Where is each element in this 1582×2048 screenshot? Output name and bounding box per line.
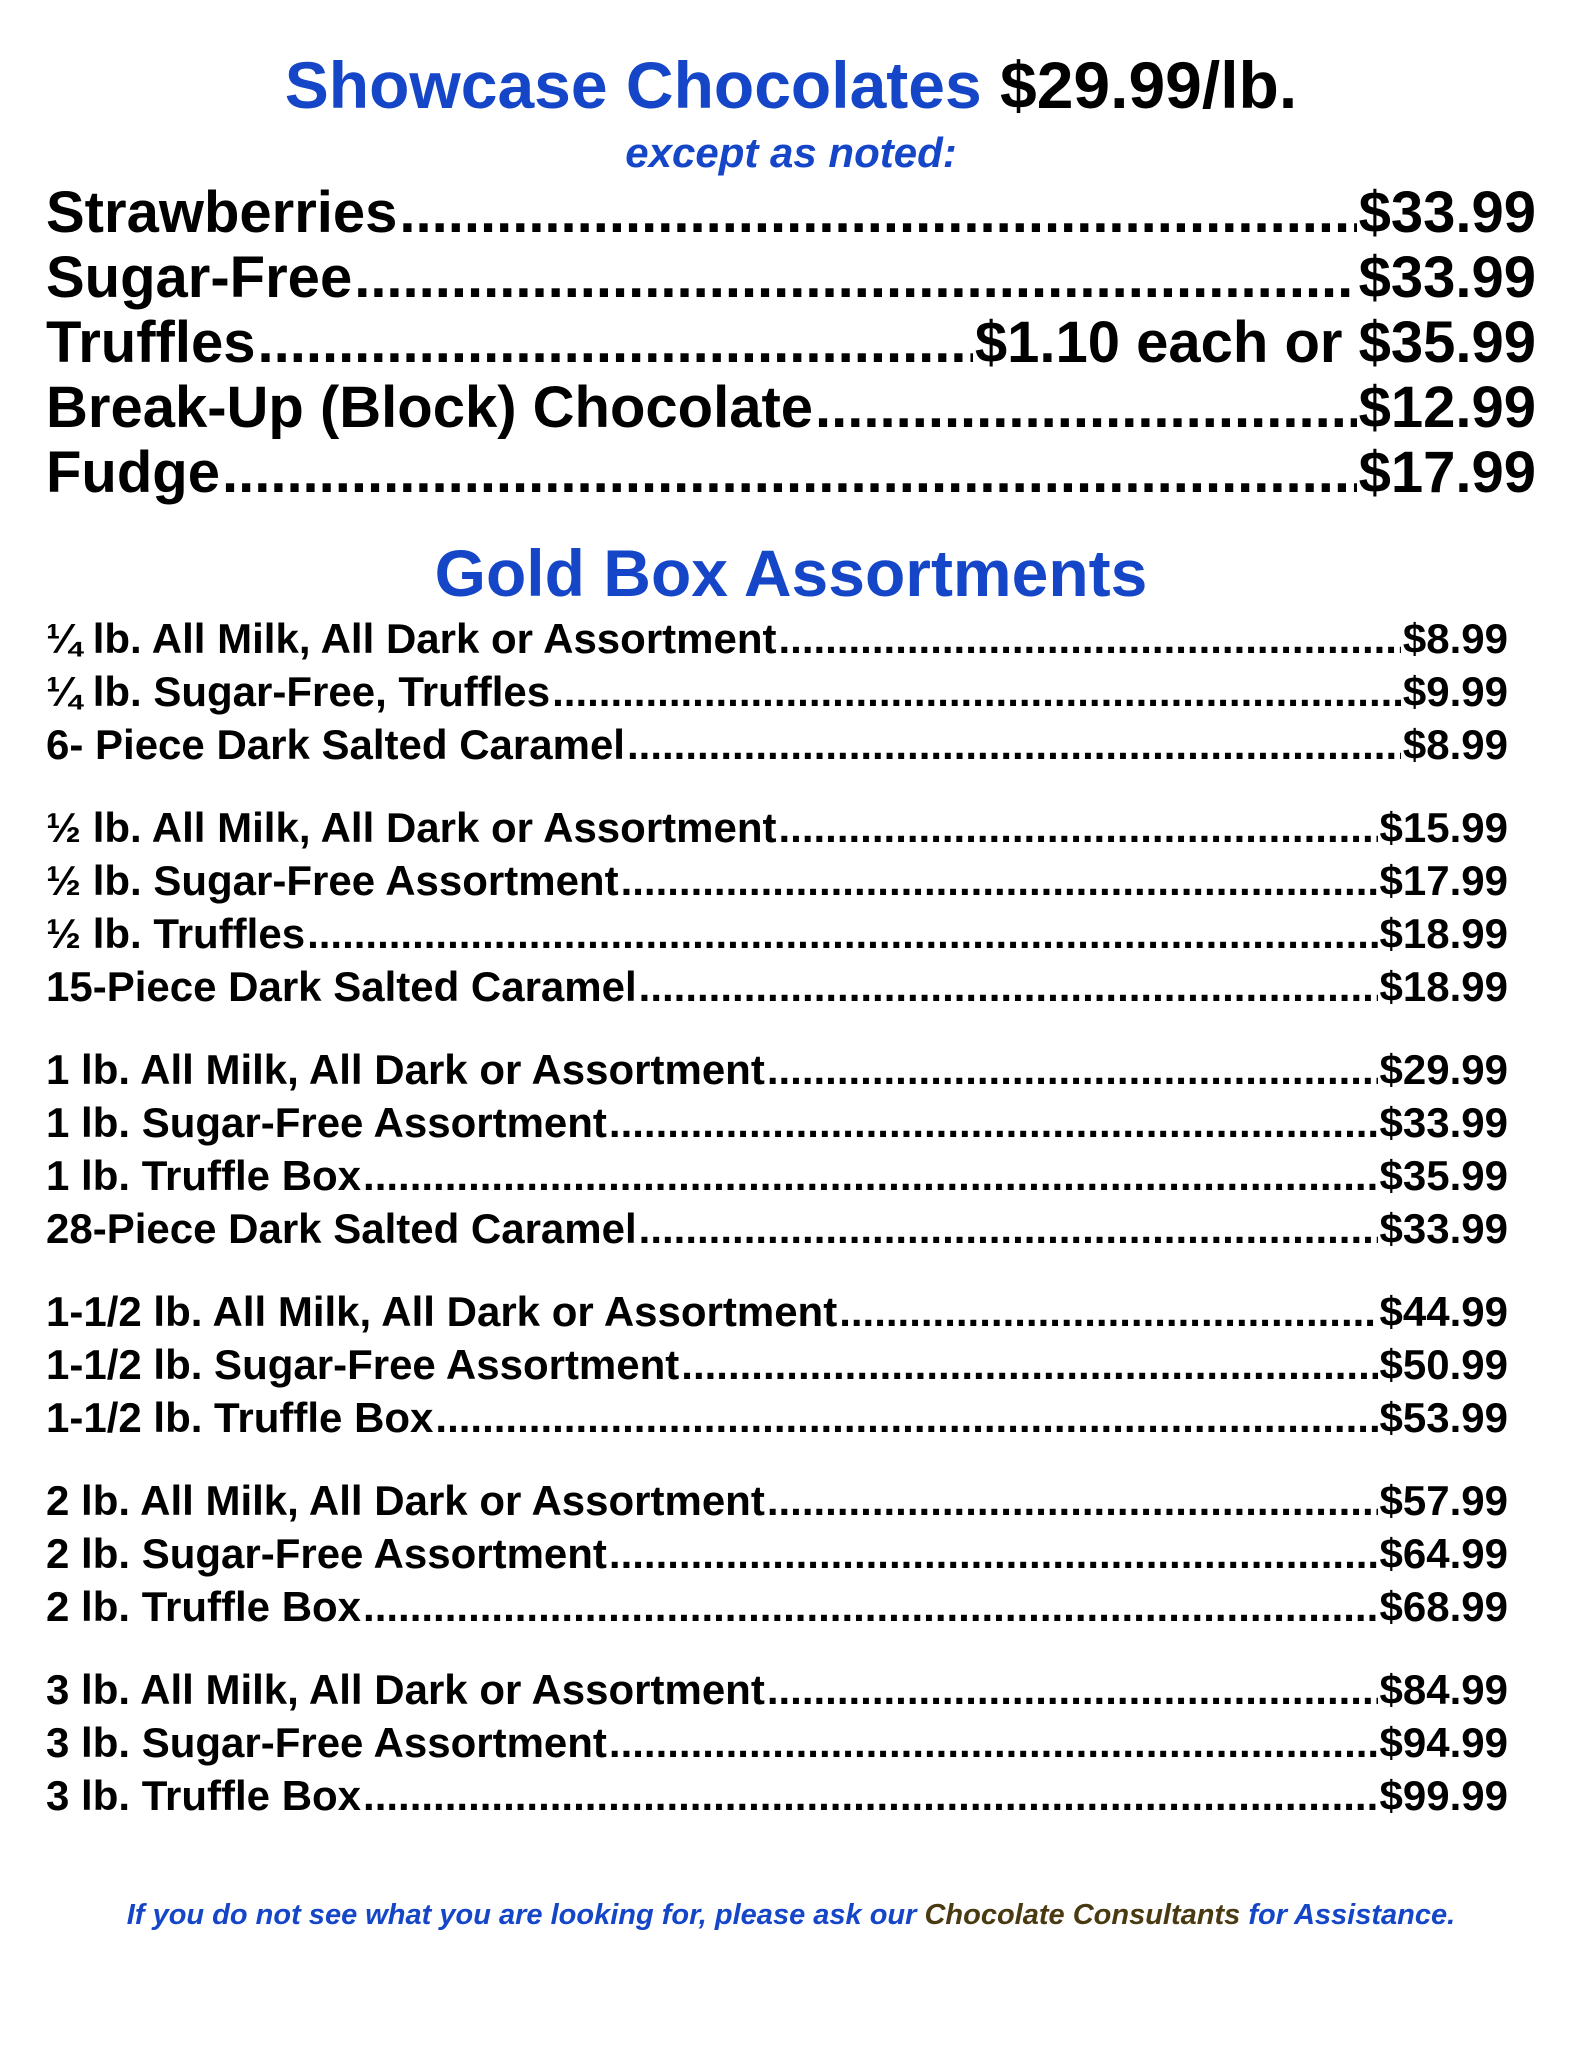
item-price: $33.99 xyxy=(1379,1099,1508,1146)
item-price: $64.99 xyxy=(1379,1530,1508,1577)
item-label: Break-Up (Block) Chocolate xyxy=(46,375,814,440)
dot-leader xyxy=(363,1149,1377,1202)
dot-leader xyxy=(307,907,1377,960)
item-label: Truffles xyxy=(46,310,256,375)
dot-leader xyxy=(609,1527,1378,1580)
item-price: $18.99 xyxy=(1379,963,1508,1010)
item-price: $33.99 xyxy=(1379,1205,1508,1252)
gold-box-group xyxy=(46,1043,1508,1255)
item-price: $68.99 xyxy=(1379,1583,1508,1630)
footer-text-before: If you do not see what you are looking for, please ask our xyxy=(126,1899,925,1931)
dot-leader xyxy=(363,1580,1377,1633)
dot-leader xyxy=(222,440,1357,505)
dot-leader xyxy=(767,1043,1378,1096)
item-price: $57.99 xyxy=(1379,1477,1508,1524)
item-label: Strawberries xyxy=(46,180,398,245)
footer-text-after: for Assistance. xyxy=(1240,1899,1456,1931)
dot-leader xyxy=(435,1391,1377,1444)
showcase-subtitle: except as noted: xyxy=(625,129,957,176)
dot-leader xyxy=(815,375,1357,440)
gold-box-item-row xyxy=(46,1043,1508,1096)
gold-box-item-row xyxy=(46,1096,1508,1149)
page-title xyxy=(0,40,1582,130)
item-price: $8.99 xyxy=(1402,615,1508,662)
item-price: $84.99 xyxy=(1379,1666,1508,1713)
item-label: 1-1/2 lb. Sugar-Free Assortment xyxy=(46,1341,680,1388)
dot-leader xyxy=(627,718,1401,771)
item-label: Sugar-Free xyxy=(46,245,353,310)
showcase-title: Showcase Chocolates xyxy=(284,48,982,122)
item-label: Fudge xyxy=(46,440,220,505)
item-label: ½ lb. Sugar-Free Assortment xyxy=(46,857,619,904)
footer-note xyxy=(0,1895,1582,1935)
showcase-item-row xyxy=(46,375,1536,440)
gold-box-item-row xyxy=(46,907,1508,960)
item-label: 3 lb. Truffle Box xyxy=(46,1772,362,1819)
item-price: $9.99 xyxy=(1402,668,1508,715)
gold-box-item-row xyxy=(46,1716,1508,1769)
item-label: ¼ lb. All Milk, All Dark or Assortment xyxy=(46,615,777,662)
item-label: 3 lb. Sugar-Free Assortment xyxy=(46,1719,607,1766)
item-price: $33.99 xyxy=(1358,245,1536,310)
item-label: ½ lb. All Milk, All Dark or Assortment xyxy=(46,804,777,851)
item-price: $99.99 xyxy=(1379,1772,1508,1819)
dot-leader xyxy=(767,1663,1378,1716)
item-price: $1.10 each or $35.99 xyxy=(974,310,1536,375)
item-label: 1-1/2 lb. Truffle Box xyxy=(46,1394,434,1441)
item-price: $44.99 xyxy=(1379,1288,1508,1335)
item-price: $35.99 xyxy=(1379,1152,1508,1199)
dot-leader xyxy=(258,310,973,375)
dot-leader xyxy=(609,1096,1378,1149)
showcase-item-row xyxy=(46,310,1536,375)
item-price: $15.99 xyxy=(1379,804,1508,851)
gold-box-group xyxy=(46,1474,1508,1633)
dot-leader xyxy=(681,1338,1377,1391)
item-label: 1 lb. Truffle Box xyxy=(46,1152,362,1199)
item-label: 2 lb. Truffle Box xyxy=(46,1583,362,1630)
item-price: $12.99 xyxy=(1358,375,1536,440)
dot-leader xyxy=(609,1716,1378,1769)
showcase-price-list xyxy=(46,180,1536,505)
showcase-item-row xyxy=(46,245,1536,310)
dot-leader xyxy=(621,854,1378,907)
item-label: 1 lb. Sugar-Free Assortment xyxy=(46,1099,607,1146)
gold-box-item-row xyxy=(46,1202,1508,1255)
gold-box-item-row xyxy=(46,854,1508,907)
gold-box-item-row xyxy=(46,612,1508,665)
item-label: 28-Piece Dark Salted Caramel xyxy=(46,1205,637,1252)
gold-box-group xyxy=(46,801,1508,1013)
item-price: $33.99 xyxy=(1358,180,1536,245)
gold-box-item-row xyxy=(46,1769,1508,1822)
gold-box-item-row xyxy=(46,1338,1508,1391)
item-label: 3 lb. All Milk, All Dark or Assortment xyxy=(46,1666,765,1713)
item-label: 15-Piece Dark Salted Caramel xyxy=(46,963,637,1010)
gold-box-price-list xyxy=(46,612,1508,1852)
gold-box-group xyxy=(46,1663,1508,1822)
gold-box-item-row xyxy=(46,718,1508,771)
dot-leader xyxy=(639,960,1378,1013)
showcase-item-row xyxy=(46,180,1536,245)
item-price: $50.99 xyxy=(1379,1341,1508,1388)
dot-leader xyxy=(363,1769,1377,1822)
dot-leader xyxy=(399,180,1356,245)
showcase-base-price: $29.99/lb. xyxy=(1000,48,1298,122)
gold-box-item-row xyxy=(46,1663,1508,1716)
gold-box-item-row xyxy=(46,1391,1508,1444)
item-price: $8.99 xyxy=(1402,721,1508,768)
item-label: 2 lb. All Milk, All Dark or Assortment xyxy=(46,1477,765,1524)
gold-box-item-row xyxy=(46,1474,1508,1527)
item-price: $29.99 xyxy=(1379,1046,1508,1093)
gold-box-item-row xyxy=(46,1149,1508,1202)
dot-leader xyxy=(839,1285,1377,1338)
item-price: $94.99 xyxy=(1379,1719,1508,1766)
dot-leader xyxy=(767,1474,1378,1527)
dot-leader xyxy=(779,612,1401,665)
showcase-item-row xyxy=(46,440,1536,505)
dot-leader xyxy=(779,801,1378,854)
gold-box-group xyxy=(46,1285,1508,1444)
item-price: $18.99 xyxy=(1379,910,1508,957)
gold-box-title: Gold Box Assortments xyxy=(434,536,1148,610)
gold-box-item-row xyxy=(46,801,1508,854)
item-price: $53.99 xyxy=(1379,1394,1508,1441)
item-price: $17.99 xyxy=(1379,857,1508,904)
item-label: 2 lb. Sugar-Free Assortment xyxy=(46,1530,607,1577)
dot-leader xyxy=(639,1202,1378,1255)
item-label: 1 lb. All Milk, All Dark or Assortment xyxy=(46,1046,765,1093)
item-label: 6- Piece Dark Salted Caramel xyxy=(46,721,625,768)
gold-box-group xyxy=(46,612,1508,771)
gold-box-item-row xyxy=(46,960,1508,1013)
item-price: $17.99 xyxy=(1358,440,1536,505)
item-label: ¼ lb. Sugar-Free, Truffles xyxy=(46,668,551,715)
item-label: 1-1/2 lb. All Milk, All Dark or Assortment xyxy=(46,1288,838,1335)
gold-box-item-row xyxy=(46,1285,1508,1338)
gold-box-item-row xyxy=(46,665,1508,718)
footer-highlight: Chocolate Consultants xyxy=(924,1899,1241,1931)
dot-leader xyxy=(354,245,1356,310)
gold-box-item-row xyxy=(46,1580,1508,1633)
item-label: ½ lb. Truffles xyxy=(46,910,306,957)
dot-leader xyxy=(552,665,1401,718)
gold-box-item-row xyxy=(46,1527,1508,1580)
